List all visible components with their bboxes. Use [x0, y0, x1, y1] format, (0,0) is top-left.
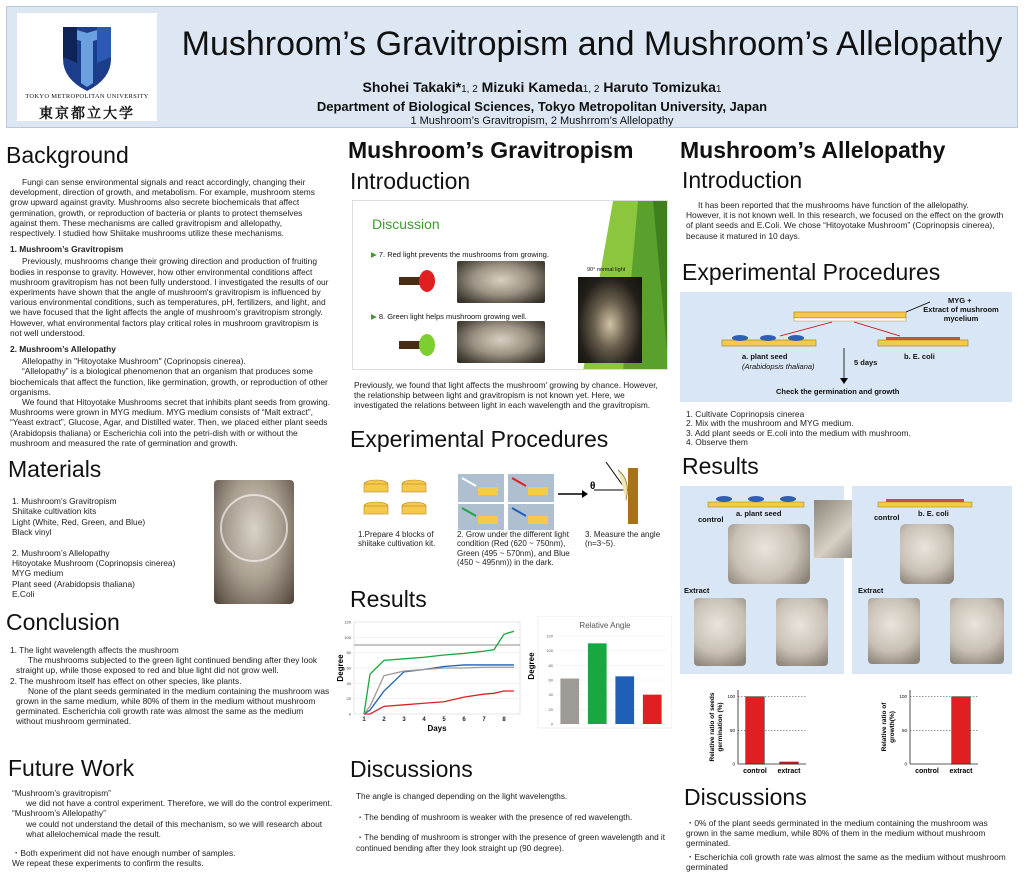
plant-seed-label: a. plant seed — [742, 352, 788, 361]
affiliation-key: 1 Mushroom’s Gravitropism, 2 Mushrrom’s Allelopathy — [410, 115, 674, 127]
conclusion-detail: The mushrooms subjected to the green light continued bending after they look straight up, while those exposed to red and blue light did not grow well. — [16, 655, 318, 676]
arrow-head-icon — [582, 490, 588, 498]
conclusion-text — [10, 645, 332, 727]
extract-results-label: Extract — [684, 586, 710, 595]
y-tick-label: 20 — [548, 706, 553, 712]
extract-label: Extract of mushroom mycelium — [923, 305, 999, 323]
bar-0 — [746, 697, 765, 764]
discussion-point: The angle is changed depending on the light wavelengths. — [356, 792, 568, 801]
allelopathy-background-1: Allelopathy in "Hitoyotake Mushroom" (Coprinopsis cinerea). — [22, 356, 246, 367]
y-tick-label: 0 — [348, 711, 351, 717]
author-list — [172, 79, 912, 95]
gravitropism-heading: Mushroom’s Gravitropism — [348, 137, 634, 163]
ecoli-results-panel — [852, 486, 1012, 674]
ecoli-control-dish-photo — [900, 524, 954, 584]
gravitropism-subtitle: 1. Mushroom’s Gravitropism — [10, 244, 124, 255]
allelopathy-results-heading: Results — [682, 453, 759, 479]
control-label: control — [874, 513, 900, 522]
university-logo — [17, 13, 157, 121]
y-axis-label: growth(%) — [889, 711, 896, 743]
bar-1 — [952, 697, 971, 764]
future-line: We repeat these experiments to confirm the results. — [12, 858, 204, 869]
bar-2 — [615, 676, 634, 724]
discussion-point: ・Escherichia coli growth rate was almost the same as the medium without mushroom germinated — [686, 851, 1006, 872]
ecoli-label: b. E. coli — [904, 352, 935, 361]
x-tick-label: 4 — [422, 717, 426, 723]
extract-results-label: Extract — [858, 586, 884, 595]
y-tick-label: 60 — [548, 677, 553, 683]
slide-title: Discussion — [372, 216, 440, 232]
y-tick-label: 80 — [346, 650, 351, 656]
procedure-step-3: 3. Measure the angle (n=3~5). — [585, 530, 661, 549]
plant-extract-dish-photo-1 — [694, 598, 746, 666]
allelopathy-subtitle: 2. Mushroom’s Allelopathy — [10, 344, 116, 355]
author-name: Mizuki Kameda — [481, 79, 583, 95]
allelopathy-background-2: “Allelopathy” is a biological phenomenon that an organism that produces some biochemicals that affect the function, like germination, growth, or reproduction of other organisms. — [10, 366, 328, 397]
future-work-heading: Future Work — [8, 755, 135, 781]
gravitropism-results-heading: Results — [350, 586, 427, 612]
materials-heading: Materials — [8, 456, 102, 482]
bar-1 — [780, 762, 799, 764]
red-light-mushroom-photo — [457, 261, 545, 303]
y-tick-label: 0 — [550, 721, 553, 727]
allelopathy-background-3: We found that Hitoyotake Mushrooms secret that inhibits plant seeds from growing. Mushrooms were grown in MYG medium. MYG medium consists of “Malt extract”, “Yeast extract”, Glucose, Agar, and Distilled water. Then, we placed either plant seeds (Arabidopsis thaliana) or Escherichia coli into the petri-dish with or without the mushroom and measured the rate of germination and growth. — [10, 397, 331, 448]
ecoli-extract-dish-photo-2 — [950, 598, 1004, 664]
gravitropism-discussions-heading: Discussions — [350, 756, 473, 782]
background-heading: Background — [6, 142, 129, 168]
ecoli-results-label: b. E. coli — [918, 509, 949, 518]
allelopathy-intro-text: It has been reported that the mushrooms have function of the allelopathy. However, it is not known well. In this research, we focused on the effect on the growth of plant seeds and E.Coli. We chose “Hitoyotake Mushroom” (Coprinopsis cinerea), because it matured in 10 days. — [686, 200, 1004, 241]
gravitropism-procedures-heading: Experimental Procedures — [350, 426, 609, 452]
background-text — [10, 177, 330, 450]
gravitropism-intro-text: Previously, we found that light affects the mushroom' growing by chance. However, the relationship between light and gravitropism is not known yet. Here, we investigated the relations between light in each wavelength and the gravitropism. — [354, 380, 658, 411]
background-intro: Fungi can sense environmental signals and react accordingly, changing their development, direction of growth, and metabolism. For example, mushroom stems grow upward against gravity. Mushrooms also secrete biochemicals that affect germination, growth, or reproduction of bacteria or plants to protect themselves against them. These mechanisms are called gravitropism and allelopathy, respectively. I studied how Shiitake mushrooms utilize these mechanisms. — [10, 177, 315, 239]
green-light-mushroom-photo — [457, 321, 545, 363]
x-tick-label: 8 — [502, 717, 506, 723]
slide-item-red: ▶ 7. Red light prevents the mushrooms from growing. — [371, 250, 549, 259]
materials-list — [12, 496, 212, 600]
author-affiliation: 1, 2 — [582, 84, 600, 95]
allelopathy-step: 1. Cultivate Coprinopsis cinerea — [686, 409, 805, 419]
ecoli-extract-dish-photo-1 — [868, 598, 920, 664]
conclusion-point: 1. The light wavelength affects the mushroom — [10, 645, 179, 655]
materials-spacer — [12, 538, 212, 548]
materials-line: Plant seed (Arabidopsis thaliana) — [12, 578, 135, 589]
procedure-step-1: 1.Prepare 4 blocks of shiitake cultivation kit. — [358, 530, 436, 549]
poster-title: Mushroom’s Gravitropism and Mushroom’s Allelopathy — [181, 25, 1003, 63]
plant-control-dish-photo — [728, 524, 810, 584]
y-tick-label: 100 — [344, 634, 351, 640]
seed-germination-chart — [700, 680, 810, 780]
relative-angle-chart — [526, 616, 672, 730]
allelopathy-step: 2. Mix with the mushroom and MYG medium. — [686, 418, 854, 429]
green-flashlight-icon — [397, 331, 437, 359]
conclusion-heading: Conclusion — [6, 609, 120, 635]
allelopathy-heading: Mushroom’s Allelopathy — [680, 137, 946, 163]
y-tick-label: 40 — [548, 692, 553, 698]
plant-extract-dish-photo-2 — [776, 598, 828, 666]
normal-light-label: 90° normal light — [587, 267, 626, 273]
y-tick-label: 80 — [548, 662, 553, 668]
x-tick-label: extract — [777, 768, 801, 775]
y-axis-label: Relative ratio of seeds — [709, 692, 716, 762]
cultivation-kit-blocks — [364, 480, 426, 514]
procedure-step-2: 2. Grow under the different light condition (Red (620 ~ 750nm), Green (495 ~ 570nm), and Blue (450 ~ 495nm)) in the dark. — [457, 530, 570, 568]
petri-rim — [220, 494, 288, 562]
discussion-point: ・The bending of mushroom is weaker with the presence of red wavelength. — [356, 813, 633, 823]
y-tick-label: 100 — [899, 694, 907, 700]
materials-line: 1. Mushroom’s Gravitropism — [12, 496, 117, 506]
future-work-text — [12, 788, 334, 868]
allelopathy-steps — [686, 410, 1006, 448]
materials-line: E.Coli — [12, 589, 35, 600]
angle-measurement-icon — [594, 462, 638, 524]
normal-light-mushroom-photo — [578, 277, 642, 363]
x-tick-label: 5 — [442, 717, 446, 723]
x-tick-label: control — [743, 768, 767, 775]
discussion-point: ・0% of the plant seeds germinated in the medium containing the mushroom was grown in the same medium, while 80% of them in the medium without mushroom germinated. — [686, 818, 988, 849]
light-condition-grid — [458, 474, 554, 530]
materials-line: Shiitake cultivation kits — [12, 506, 97, 517]
allelopathy-procedure-diagram — [680, 292, 1012, 402]
author-affiliation: 1 — [715, 84, 722, 95]
gravitropism-intro-heading: Introduction — [350, 168, 471, 194]
chart-title: Relative Angle — [579, 621, 631, 630]
y-axis-label: Relative ratio of — [881, 702, 888, 752]
conclusion-detail: None of the plant seeds germinated in the medium containing the mushroom was grown in the same medium, while 80% of them in the medium without mushroom germinated. Escherichia coli growth rate was almost the same as the medium without mushroom germinated. — [16, 685, 330, 727]
allelopathy-discussions-text — [686, 818, 1006, 872]
materials-line: Light (White, Red, Green, and Blue) — [12, 516, 146, 527]
theta-label: θ — [590, 481, 596, 492]
y-tick-label: 120 — [546, 633, 553, 639]
down-arrow-head-icon — [840, 378, 848, 384]
logo-english: TOKYO METROPOLITAN UNIVERSITY — [25, 93, 149, 100]
y-tick-label: 100 — [546, 648, 553, 654]
future-line: “Mushroom’s Allelopathy” — [12, 808, 106, 819]
materials-line: Hitoyotake Mushroom (Coprinopsis cinerea) — [12, 558, 176, 569]
check-label: Check the germination and growth — [776, 387, 900, 396]
y-tick-label: 0 — [904, 761, 907, 767]
allelopathy-step: 4. Observe them — [686, 437, 748, 448]
y-tick-label: 40 — [346, 680, 351, 686]
bullet-icon: ▶ — [371, 312, 379, 321]
slide-item-green: ▶ 8. Green light helps mushroom growing well. — [371, 312, 527, 321]
bar-1 — [588, 643, 607, 724]
y-tick-label: 20 — [346, 696, 351, 702]
x-tick-label: 3 — [402, 717, 406, 723]
author-name: Shohei Takaki* — [362, 79, 462, 95]
ecoli-growth-chart — [872, 680, 982, 780]
materials-line: 2. Mushroom’s Allelopathy — [12, 547, 110, 558]
x-tick-label: 1 — [362, 717, 366, 723]
future-line: “Mushroom’s gravitropism” — [12, 788, 111, 798]
bar-3 — [643, 695, 662, 724]
logo-japanese: 東京都立大学 — [39, 106, 135, 122]
allelopathy-discussions-heading: Discussions — [684, 784, 807, 810]
myg-label: MYG + — [948, 296, 972, 305]
y-axis-label: Degree — [336, 654, 345, 682]
x-axis-label: Days — [427, 724, 447, 733]
allelopathy-step: 3. Add plant seeds or E.coli into the medium with mushroom. — [686, 427, 911, 438]
days-label: 5 days — [854, 358, 878, 367]
plant-seed-scientific-label: (Arabidopsis thaliana) — [742, 362, 815, 371]
x-tick-label: extract — [949, 768, 973, 775]
allelopathy-intro-heading: Introduction — [682, 167, 803, 193]
red-flashlight-icon — [397, 267, 437, 295]
degree-over-days-chart — [334, 616, 534, 740]
y-tick-label: 0 — [732, 761, 735, 767]
gravitropism-background: Previously, mushrooms change their growing direction and production of fruiting bodies in response to gravity. However, how other environmental conditions affect mushroom gravitropism has not been fully understood. I investigated the results of our experiments have shown that the angle of mushroom's gravitropism is influenced by various environmental conditions, such as temperatures, pH, fertilizers, and light, and we have focused that the light affects the angle of mushroom's gravitropism strongly. However, what environmental factors play critical roles in mushroom gravitropism is not well understood. — [10, 256, 329, 338]
materials-line: MYG medium — [12, 568, 64, 579]
future-line: we could not understand the detail of this mechanism, so we will research about what allelochemical made the result. — [26, 818, 323, 839]
author-name: Haruto Tomizuka — [603, 79, 716, 95]
y-tick-label: 120 — [344, 619, 351, 625]
petri-dish-photo — [214, 480, 294, 604]
y-axis-label: Degree — [527, 652, 536, 680]
control-label: control — [698, 515, 724, 524]
conclusion-point: 2. The mushroom itself has effect on other species, like plants. — [10, 675, 242, 686]
y-tick-label: 60 — [346, 665, 351, 671]
gravitropism-discussions-text — [356, 792, 668, 854]
bullet-icon: ▶ — [371, 250, 379, 259]
discussion-point: ・The bending of mushroom is stronger with the presence of green wavelength and it continued bending after they look straight up (90 degree). — [356, 833, 666, 853]
materials-line: Black vinyl — [12, 527, 52, 538]
x-tick-label: 2 — [382, 717, 386, 723]
bar-0 — [560, 679, 579, 724]
discussion-slide — [352, 200, 668, 370]
future-line: ・Both experiment did not have enough number of samples. — [12, 848, 236, 859]
y-tick-label: 100 — [727, 694, 735, 700]
x-tick-label: 6 — [462, 717, 466, 723]
x-tick-label: control — [915, 768, 939, 775]
y-tick-label: 50 — [901, 727, 907, 733]
x-tick-label: 7 — [482, 717, 486, 723]
department: Department of Biological Sciences, Tokyo Metropolitan University, Japan — [316, 99, 768, 114]
y-tick-label: 50 — [729, 727, 735, 733]
allelopathy-procedures-heading: Experimental Procedures — [682, 259, 941, 285]
poster-header — [6, 6, 1018, 128]
future-line: we did not have a control experiment. Therefore, we will do the control experiment. — [26, 798, 333, 809]
procedure-diagram — [356, 460, 656, 530]
plant-seed-results-label: a. plant seed — [736, 509, 782, 518]
author-affiliation: 1, 2 — [461, 84, 478, 95]
y-axis-label: germination (%) — [717, 702, 724, 752]
